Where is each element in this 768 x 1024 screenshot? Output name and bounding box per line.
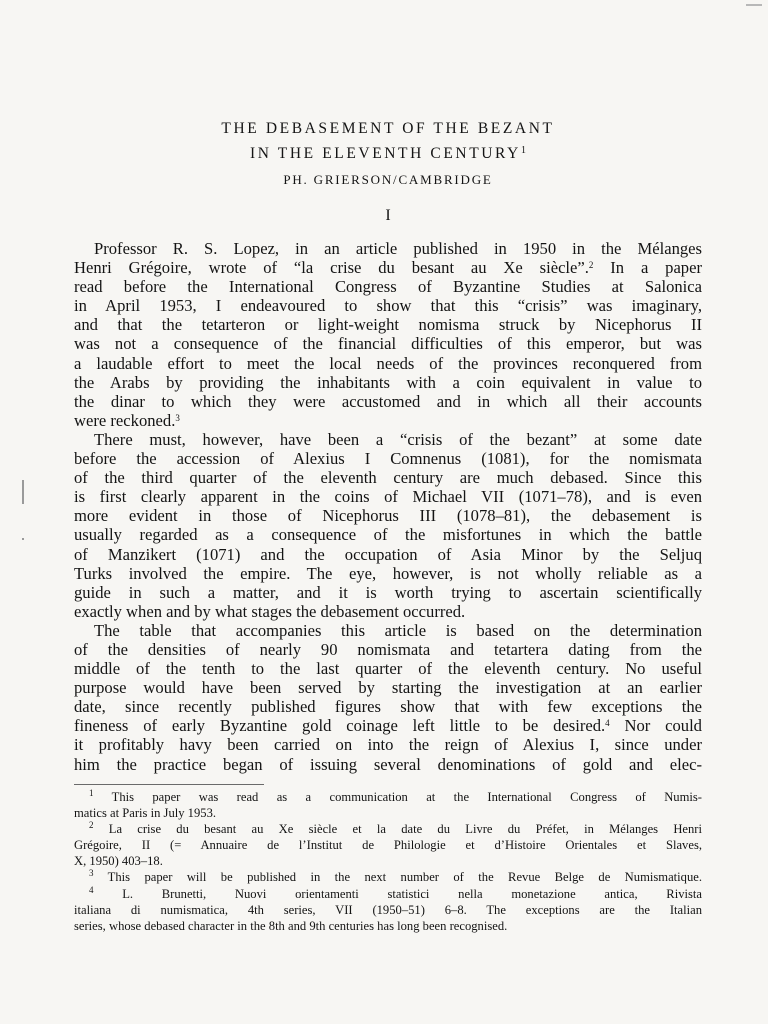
title-footnote-ref: 1 — [520, 145, 526, 156]
scan-margin-mark — [22, 480, 24, 504]
section-number: I — [385, 207, 391, 224]
body-line: Professor R. S. Lopez, in an article published in 1950 in the Mélanges — [94, 239, 702, 258]
footnote-number: 1 — [89, 788, 94, 798]
body-line: date, since recently published figures show that with few exceptions the — [74, 697, 702, 717]
body-line: and that the tetarteron or light-weight nomisma struck by Nicephorus II — [74, 315, 702, 335]
footnote-line — [74, 869, 702, 885]
body-line-text: Henri Grégoire, wrote of “la crise du besant au Xe siècle”. — [74, 258, 589, 278]
body-line: of Manzikert (1071) and the occupation of Asia Minor by the Seljuq — [74, 544, 702, 564]
body-line: before the accession of Alexius I Comnenus (1081), for the nomismata — [74, 449, 702, 469]
body-line: read before the International Congress of Byzantine Studies at Salonica — [74, 277, 702, 297]
body-line: The table that accompanies this article is based on the determination — [94, 620, 702, 640]
footnote-text: La crise du besant au Xe siècle et la date du Livre du Préfet, in Mélanges Henri — [93, 822, 702, 837]
footnote-line: italiana di numismatica, 4th series, VII (1950–51) 6–8. The exceptions are the Italian — [74, 902, 702, 917]
title-line-2: IN THE ELEVENTH CENTURY — [250, 145, 521, 162]
body-line: the dinar to which they were accustomed and in which all their accounts — [74, 391, 702, 411]
body-line: was not a consequence of the financial difficulties of this emperor, but was — [74, 334, 702, 354]
footnote-line: X, 1950) 403–18. — [74, 854, 163, 869]
footnote-ref: 3 — [175, 412, 180, 423]
footnotes — [74, 784, 702, 934]
body-line: in April 1953, I endeavoured to show that this “crisis” was imaginary, — [74, 296, 702, 316]
footnote-ref: 2 — [588, 260, 594, 271]
footnote-line — [74, 789, 702, 805]
footnote-text: This paper will be published in the next number of the Revue Belge de Numismatique. — [93, 870, 702, 885]
body-line: it profitably havy been carried on into the reign of Alexius I, since under — [74, 735, 702, 755]
body-line: Turks involved the empire. The eye, however, is not wholly reliable as a — [74, 563, 702, 583]
scan-corner-mark — [746, 4, 762, 6]
body-line — [74, 411, 702, 430]
body-line: usually regarded as a consequence of the misfortunes in which the battle — [74, 525, 702, 545]
author-line: PH. GRIERSON/CAMBRIDGE — [283, 172, 493, 187]
article-page — [74, 118, 702, 774]
article-body — [74, 239, 702, 774]
footnote-number: 2 — [89, 820, 94, 831]
footnote-line: Grégoire, II (= Annuaire de l’Institut de Philologie et d’Histoire Orientales et Slaves, — [74, 838, 702, 853]
body-line: of the densities of nearly 90 nomismata and tetartera dating from the — [74, 639, 702, 659]
body-line: more evident in those of Nicephorus III (1078–81), the debasement is — [74, 506, 702, 526]
footnote-ref: 4 — [605, 718, 610, 729]
body-line-text: were reckoned. — [74, 410, 176, 430]
body-line: middle of the tenth to the last quarter of the eleventh century. No useful — [74, 659, 702, 679]
footnote-line: series, whose debased character in the 8th and 9th centuries has long been recognised. — [74, 918, 508, 933]
footnote-rule — [74, 784, 264, 785]
body-line — [74, 258, 702, 277]
body-line: is first clearly apparent in the coins of Michael VII (1071–78), and is even — [74, 487, 702, 507]
footnote-text: L. Brunetti, Nuovi orientamenti statistici nella monetazione antica, Rivista — [93, 886, 702, 901]
body-line — [74, 716, 702, 735]
body-line-text: fineness of early Byzantine gold coinage left little to be desired. — [74, 716, 606, 736]
body-line: exactly when and by what stages the debasement occurred. — [74, 601, 466, 621]
body-line: There must, however, have been a “crisis of the bezant” at some date — [94, 429, 702, 449]
footnote-line: matics at Paris in July 1953. — [74, 806, 217, 821]
footnote-line — [74, 886, 702, 902]
title-block — [74, 118, 702, 226]
body-line: the Arabs by providing the inhabitants with a coin equivalent in value to — [74, 372, 702, 392]
body-line-text: Nor could — [609, 716, 702, 736]
body-line: purpose would have been served by starting the investigation at an earlier — [74, 678, 702, 698]
footnote-number: 4 — [89, 884, 94, 895]
body-line: guide in such a matter, and it is worth trying to ascertain scientifically — [74, 582, 702, 602]
body-line: a laudable effort to meet the local needs of the provinces reconquered from — [74, 353, 702, 373]
footnote-text: This paper was read as a communication at the International Congress of Numis- — [93, 790, 702, 804]
article-title — [74, 118, 702, 165]
body-line: of the third quarter of the eleventh century are much debased. Since this — [74, 468, 702, 488]
body-line: him the practice began of issuing several denominations of gold and elec- — [74, 754, 702, 774]
footnote-number: 3 — [89, 868, 94, 879]
title-line-1: THE DEBASEMENT OF THE BEZANT — [221, 120, 555, 137]
scan-margin-mark — [22, 538, 24, 540]
footnote-line — [74, 821, 702, 837]
body-line-text: In a paper — [593, 258, 702, 278]
